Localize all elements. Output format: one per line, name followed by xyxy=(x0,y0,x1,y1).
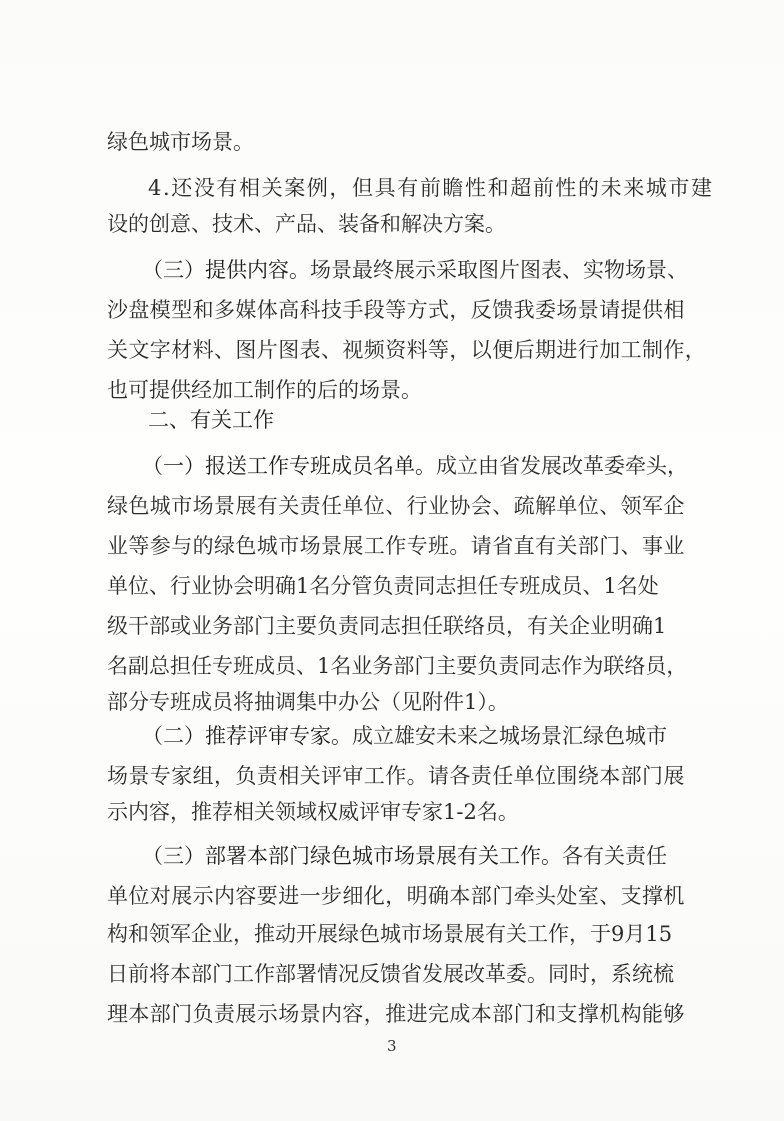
text-line: 也可提供经加工制作的后的场景。 xyxy=(107,378,422,402)
text-line: 示内容，推荐相关领域权威评审专家1-2名。 xyxy=(107,800,519,824)
paragraph-text: 各有关责任 xyxy=(562,844,667,868)
text-line: 部分专班成员将抽调集中办公（见附件1）。 xyxy=(107,690,509,714)
text-line: 单位、行业协会明确1名分管负责同志担任专班成员、1名处 xyxy=(107,574,659,598)
text-line xyxy=(142,256,688,284)
page-number: 3 xyxy=(387,1037,397,1055)
text-line: 单位对展示内容要进一步细化，明确本部门牵头处室、支撑机 xyxy=(107,884,685,908)
paragraph-text: 成立由省发展改革委牵头， xyxy=(436,454,688,478)
text-line: 场景专家组，负责相关评审工作。请各责任单位围绕本部门展 xyxy=(107,764,685,788)
text-line xyxy=(142,452,688,480)
paragraph-text: 场景最终展示采取图片图表、实物场景、 xyxy=(310,258,688,282)
text-line: 名副总担任专班成员、1名业务部门主要负责同志作为联络员， xyxy=(107,654,688,678)
text-line xyxy=(142,842,667,870)
text-line: 绿色城市场景。 xyxy=(107,130,254,154)
text-line: 沙盘模型和多媒体高科技手段等方式，反馈我委场景请提供相 xyxy=(107,298,685,322)
text-line: 设的创意、技术、产品、装备和解决方案。 xyxy=(107,212,506,236)
text-line xyxy=(142,722,667,750)
text-line: 日前将本部门工作部署情况反馈省发展改革委。同时，系统梳 xyxy=(107,962,674,986)
text-line: 理本部门负责展示场景内容，推进完成本部门和支撑机构能够 xyxy=(107,1002,685,1026)
text-line: 构和领军企业，推动开展绿色城市场景展有关工作，于9月15 xyxy=(107,922,673,946)
paragraph-lead: （二）推荐评审专家。 xyxy=(142,724,352,748)
paragraph-lead: （三）部署本部门绿色城市场景展有关工作。 xyxy=(142,844,562,868)
text-line: 关文字材料、图片图表、视频资料等，以便后期进行加工制作， xyxy=(107,338,707,362)
text-line: 绿色城市场景展有关责任单位、行业协会、疏解单位、领军企 xyxy=(107,494,685,518)
section-heading: 二、有关工作 xyxy=(148,408,274,432)
text-line: 级干部或业务部门主要负责同志担任联络员，有关企业明确1 xyxy=(107,614,667,638)
paragraph-lead: （一）报送工作专班成员名单。 xyxy=(142,454,436,478)
paragraph-text: 成立雄安未来之城场景汇绿色城市 xyxy=(352,724,667,748)
paragraph-lead: （三）提供内容。 xyxy=(142,258,310,282)
text-line: 4.还没有相关案例，但具有前瞻性和超前性的未来城市建 xyxy=(148,176,714,200)
text-line: 业等参与的绿色城市场景展工作专班。请省直有关部门、事业 xyxy=(107,534,685,558)
